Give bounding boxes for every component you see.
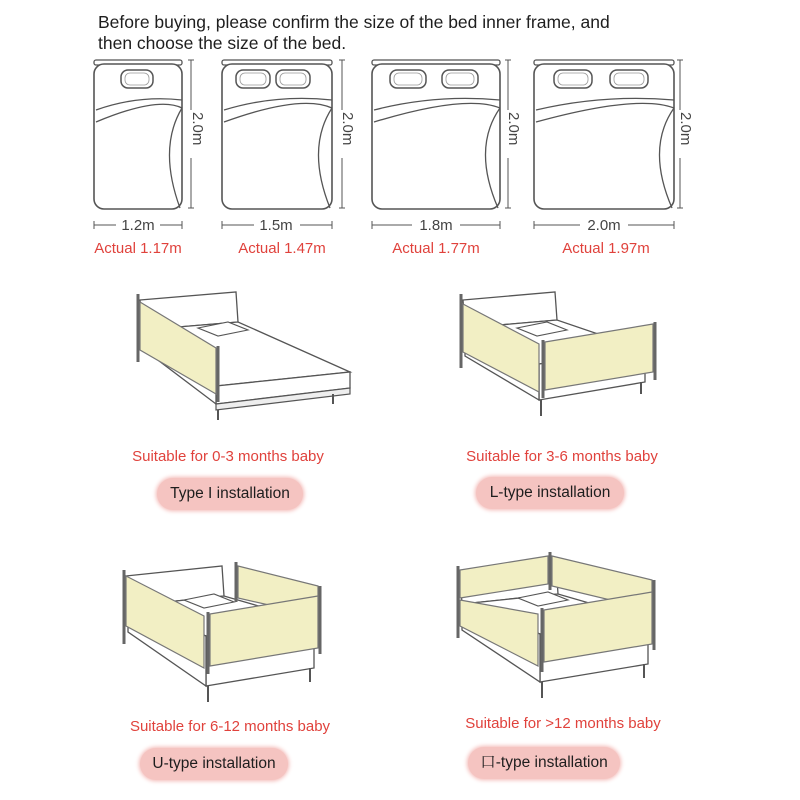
type-i-installation-illustration	[128, 290, 358, 420]
bed-diagram-2-0m	[528, 58, 688, 218]
bed-4-width-label: 2.0m	[587, 217, 621, 234]
bed-outline-2	[216, 58, 356, 218]
instruction-line-2: then choose the size of the bed.	[98, 33, 347, 53]
bed-3-width-label: 1.8m	[419, 217, 453, 234]
l-type-installation-illustration	[455, 290, 665, 420]
bed-outline-1	[88, 58, 198, 218]
bed-outline-4	[528, 58, 688, 218]
bed-with-rail-l-type	[455, 290, 665, 420]
bed-3-actual-label: Actual 1.77m	[392, 240, 480, 257]
suitable-6-12-months-text: Suitable for 6-12 months baby	[129, 718, 331, 735]
bed-2-width-label: 1.5m	[259, 217, 293, 234]
bed-2-actual-label: Actual 1.47m	[238, 240, 326, 257]
bed-diagram-1-5m	[216, 58, 356, 218]
bed-with-rail-square-type	[450, 550, 665, 700]
u-type-installation-label: U-type installation	[140, 748, 288, 780]
bed-1-actual-label: Actual 1.17m	[94, 240, 182, 257]
bed-diagram-1-8m	[366, 58, 516, 218]
l-type-installation-label: L-type installation	[476, 477, 624, 509]
instruction-text	[98, 12, 778, 54]
bed-with-rail-type-i	[128, 290, 358, 420]
suitable-0-3-months-text: Suitable for 0-3 months baby	[132, 448, 324, 465]
bed-1-width-label: 1.2m	[121, 217, 155, 234]
bed-with-rail-u-type	[118, 556, 328, 706]
bed-4-length-label: 2.0m	[677, 112, 694, 146]
suitable-over-12-months-text: Suitable for >12 months baby	[465, 715, 661, 732]
square-type-installation-illustration	[450, 550, 665, 700]
bed-2-length-label: 2.0m	[339, 112, 356, 146]
suitable-3-6-months-text: Suitable for 3-6 months baby	[466, 448, 658, 465]
bed-outline-3	[366, 58, 516, 218]
type-i-installation-label: Type I installation	[157, 478, 303, 510]
square-type-installation-label: 口-type installation	[468, 747, 620, 779]
bed-1-length-label: 2.0m	[189, 112, 206, 146]
bed-3-length-label: 2.0m	[505, 112, 522, 146]
bed-4-actual-label: Actual 1.97m	[562, 240, 650, 257]
u-type-installation-illustration	[118, 556, 328, 706]
bed-diagram-1-2m	[88, 58, 198, 218]
instruction-line-1: Before buying, please confirm the size of the bed inner frame, and	[98, 12, 610, 32]
